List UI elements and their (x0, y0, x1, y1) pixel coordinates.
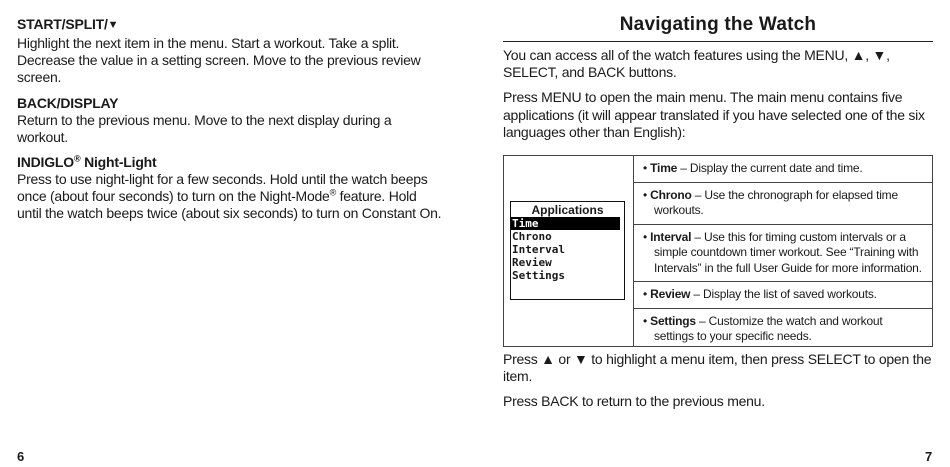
back-display-body: Return to the previous menu. Move to the next display during a workout. (17, 111, 392, 145)
closing-text (503, 351, 933, 419)
indiglo-body: Press to use night-light for a few seconds. Hold until the watch beeps once (about four seconds) to turn on the Night-Mode® feature. Hold until the watch beeps twice (about six seconds) to turn on Constant On. (17, 171, 442, 222)
screen-item-chrono: Chrono (512, 230, 552, 243)
back-display-heading: BACK/DISPLAY (17, 94, 119, 111)
right-page (503, 14, 933, 149)
list-item: • Chrono – Use the chronograph for elapsed time workouts. (634, 183, 932, 225)
left-page (17, 16, 442, 231)
intro-paragraph-1: You can access all of the watch features using the MENU, ▲, ▼, SELECT, and BACK buttons. (503, 47, 890, 81)
menu-descriptions (634, 156, 932, 346)
outro-paragraph-2: Press BACK to return to the previous menu. (503, 393, 765, 410)
screen-title: Applications (531, 203, 604, 217)
watch-screen-cell (504, 156, 634, 346)
list-item: • Review – Display the list of saved workouts. (634, 282, 932, 309)
list-item: • Settings – Customize the watch and workout settings to your specific needs. (643, 313, 883, 343)
screen-item-settings: Settings (512, 269, 565, 282)
list-item: • Time – Display the current date and time. (634, 156, 932, 183)
screen-item-interval: Interval (512, 243, 565, 256)
outro-paragraph-1: Press ▲ or ▼ to highlight a menu item, then press SELECT to open the item. (503, 351, 932, 385)
list-item: • Interval – Use this for timing custom intervals or a simple countdown timer workout. See “Training with Intervals” in the full User Guide for more information. (634, 225, 932, 283)
title-divider (503, 41, 933, 42)
down-triangle-icon: ▼ (107, 19, 119, 31)
watch-screen-illustration (510, 201, 625, 300)
start-split-heading: START/SPLIT/▼ (17, 16, 119, 32)
page-number-right: 7 (925, 449, 933, 464)
screen-item-time: Time (511, 217, 620, 230)
menu-table (503, 155, 933, 347)
start-split-body: Highlight the next item in the menu. Start a workout. Take a split. Decrease the value in a setting screen. Move to the previous review screen. (17, 35, 421, 86)
indiglo-heading: INDIGLO® Night-Light (17, 153, 157, 171)
intro-paragraph-2: Press MENU to open the main menu. The main menu contains five applications (it will appear translated if you have selected one of the six languages other than English): (503, 89, 925, 140)
page-title: Navigating the Watch (619, 14, 817, 35)
screen-item-review: Review (512, 256, 552, 269)
page-number-left: 6 (17, 449, 25, 464)
